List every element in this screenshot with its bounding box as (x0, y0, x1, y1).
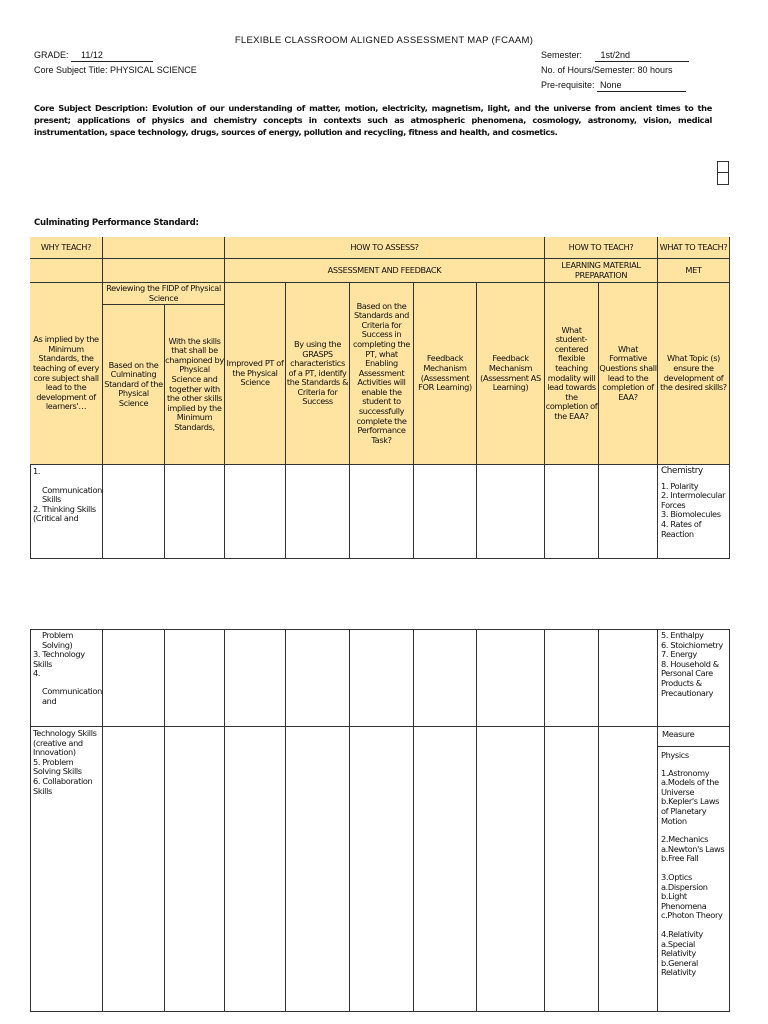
grade-field (34, 50, 153, 62)
table1-cell-empty[interactable] (103, 465, 165, 559)
table1-cell-empty[interactable] (414, 465, 477, 559)
list-item: b.Kepler's Laws of Planetary Motion (661, 796, 720, 826)
table2-cell-empty[interactable] (165, 629, 225, 727)
table2-skills-cell-a (30, 629, 103, 727)
list-item: 5. Enthalpy (661, 630, 704, 640)
table2-measure-cell: Measure (658, 727, 730, 747)
list-item: 1.Astronomy (661, 767, 710, 778)
table2-topics-cell-b (658, 747, 730, 1012)
header-what-topics: What Topic (s) ensure the development of the desired skills? (658, 283, 730, 465)
table2-cell-empty[interactable] (350, 629, 414, 727)
table1-cell-empty[interactable] (545, 465, 599, 559)
list-item: 7. Energy (661, 649, 697, 660)
table2-cell-empty[interactable] (350, 727, 414, 1012)
table2-cell-empty[interactable] (414, 727, 477, 1012)
list-item: Communication Skills (42, 484, 102, 505)
list-item: a.Dispersion (661, 881, 708, 892)
table2-cell-empty[interactable] (545, 629, 599, 727)
header-blank-2 (30, 259, 103, 283)
list-item: b.General Relativity (661, 957, 698, 978)
list-item: 3.Optics (661, 871, 692, 882)
list-item: b.Light Phenomena (661, 891, 707, 911)
table2-cell-empty[interactable] (103, 629, 165, 727)
list-item: 6. Stoichiometry (661, 639, 723, 650)
header-fidp: Reviewing the FIDP of Physical Science (103, 283, 225, 305)
subject-title: Core Subject Title: PHYSICAL SCIENCE (34, 65, 197, 75)
table2-cell-empty[interactable] (225, 727, 286, 1012)
semester-label: Semester: (541, 50, 583, 60)
checkbox-box[interactable] (717, 161, 729, 185)
list-item: 6. Collaboration Skills (33, 775, 93, 796)
table2-cell-empty[interactable] (165, 727, 225, 1012)
table2-topics-cell-a (658, 629, 730, 727)
table1-cell-empty[interactable] (286, 465, 350, 559)
table2-cell-empty[interactable] (103, 727, 165, 1012)
list-item: 4.Relativity (661, 928, 703, 939)
semester-field (541, 50, 689, 62)
header-how-to-assess: HOW TO ASSESS? (225, 237, 545, 259)
list-item: 3. Technology Skills (33, 649, 85, 669)
prereq-field (541, 80, 686, 92)
list-item: 4. (33, 668, 41, 679)
header-based-on-standards: Based on the Standards and Criteria for Success in completing the PT, what Enabling Assessment Activities will enable the student to successfully complete the Performance Task? (350, 283, 414, 465)
grade-value: 11/12 (71, 50, 153, 62)
table2-cell-empty[interactable] (414, 629, 477, 727)
header-feedback-as: Feedback Mechanism (Assessment AS Learning) (477, 283, 545, 465)
list-item: 2. Thinking Skills (Critical and (33, 503, 96, 524)
prereq-label: Pre-requisite: (541, 80, 595, 90)
list-item: Chemistry (661, 466, 703, 476)
header-formative-questions: What Formative Questions shall lead to the completion of EAA? (599, 283, 658, 465)
list-item: c.Photon Theory (661, 910, 723, 921)
header-based-on-culminating: Based on the Culminating Standard of the Physical Science (103, 305, 165, 465)
table1-cell-empty[interactable] (599, 465, 658, 559)
header-met: MET (658, 259, 730, 283)
table1-cell-empty[interactable] (225, 465, 286, 559)
table1-cell-empty[interactable] (477, 465, 545, 559)
header-feedback-for: Feedback Mechanism (Assessment FOR Learning) (414, 283, 477, 465)
table2-cell-empty[interactable] (286, 629, 350, 727)
table2-cell-empty[interactable] (225, 629, 286, 727)
prereq-value: None (597, 80, 686, 92)
header-assessment-feedback: ASSESSMENT AND FEEDBACK (225, 259, 545, 283)
header-student-centered: What student-centered flexible teaching modality will lead towards the completion of the EAA? (545, 283, 599, 465)
grade-label: GRADE: (34, 50, 69, 60)
list-item: 4. Rates of Reaction (661, 518, 702, 539)
list-item: Physics (661, 750, 689, 760)
table1-topics-cell (658, 465, 730, 559)
header-learning-material: LEARNING MATERIAL PREPARATION (545, 259, 658, 283)
list-item: 8. Household & Personal Care Products & Precautionary (661, 658, 719, 698)
table1-cell-empty[interactable] (350, 465, 414, 559)
list-item: 1. Polarity (661, 480, 699, 491)
list-item: Technology Skills (creative and Innovation) (33, 728, 97, 758)
hours-field: No. of Hours/Semester: 80 hours (541, 65, 673, 75)
culminating-performance-standard: Culminating Performance Standard: (34, 218, 199, 228)
header-how-to-teach: HOW TO TEACH? (545, 237, 658, 259)
document-title: FLEXIBLE CLASSROOM ALIGNED ASSESSMENT MAP (FCAAM) (234, 35, 534, 46)
list-item: Problem Solving) (42, 630, 74, 650)
header-grasps: By using the GRASPS characteristics of a PT, identify the Standards & Criteria for Success (286, 283, 350, 465)
table2-cell-empty[interactable] (599, 629, 658, 727)
list-item: 5. Problem Solving Skills (33, 756, 82, 777)
list-item: a.Models of the Universe (661, 777, 719, 797)
list-item: Communication and (42, 685, 102, 706)
table2-cell-empty[interactable] (286, 727, 350, 1012)
table2-cell-empty[interactable] (545, 727, 599, 1012)
list-item: b.Free Fall (661, 853, 699, 864)
table2-skills-cell-b (30, 727, 103, 1012)
table1-cell-empty[interactable] (165, 465, 225, 559)
list-item: a.Special Relativity (661, 938, 696, 959)
semester-value: 1st/2nd (595, 50, 689, 62)
header-why-description: As implied by the Minimum Standards, the teaching of every core subject shall lead to the development of learners'… (30, 283, 103, 465)
table1-skills-cell (30, 465, 103, 559)
table2-cell-empty[interactable] (477, 629, 545, 727)
list-item: 3. Biomolecules (661, 509, 721, 520)
header-with-skills: With the skills that shall be championed by Physical Science and together with the other skills implied by the Minimum Standards, (165, 305, 225, 465)
header-blank-3 (103, 259, 225, 283)
header-blank-1 (103, 237, 225, 259)
list-item: 2.Mechanics (661, 834, 709, 845)
table2-cell-empty[interactable] (477, 727, 545, 1012)
list-item: 2. Intermolecular Forces (661, 490, 726, 510)
core-subject-description: Core Subject Description: Evolution of our understanding of matter, motion, electricity, magnetism, light, and the universe from ancient times to the present; applications of physics and chemistry concepts in contexts such as atmospheric phenomena, cosmology, astronomy, vision, medical instrumentation, space technology, drugs, sources of energy, pollution and recycling, fitness and health, and cosmetics. (34, 103, 712, 137)
list-item: 1. (33, 466, 41, 476)
header-what-to-teach: WHAT TO TEACH? (658, 237, 730, 259)
header-improved-pt: Improved PT of the Physical Science (225, 283, 286, 465)
list-item: a.Newton's Laws (661, 843, 725, 854)
header-why-teach: WHY TEACH? (30, 237, 103, 259)
table2-cell-empty[interactable] (599, 727, 658, 1012)
